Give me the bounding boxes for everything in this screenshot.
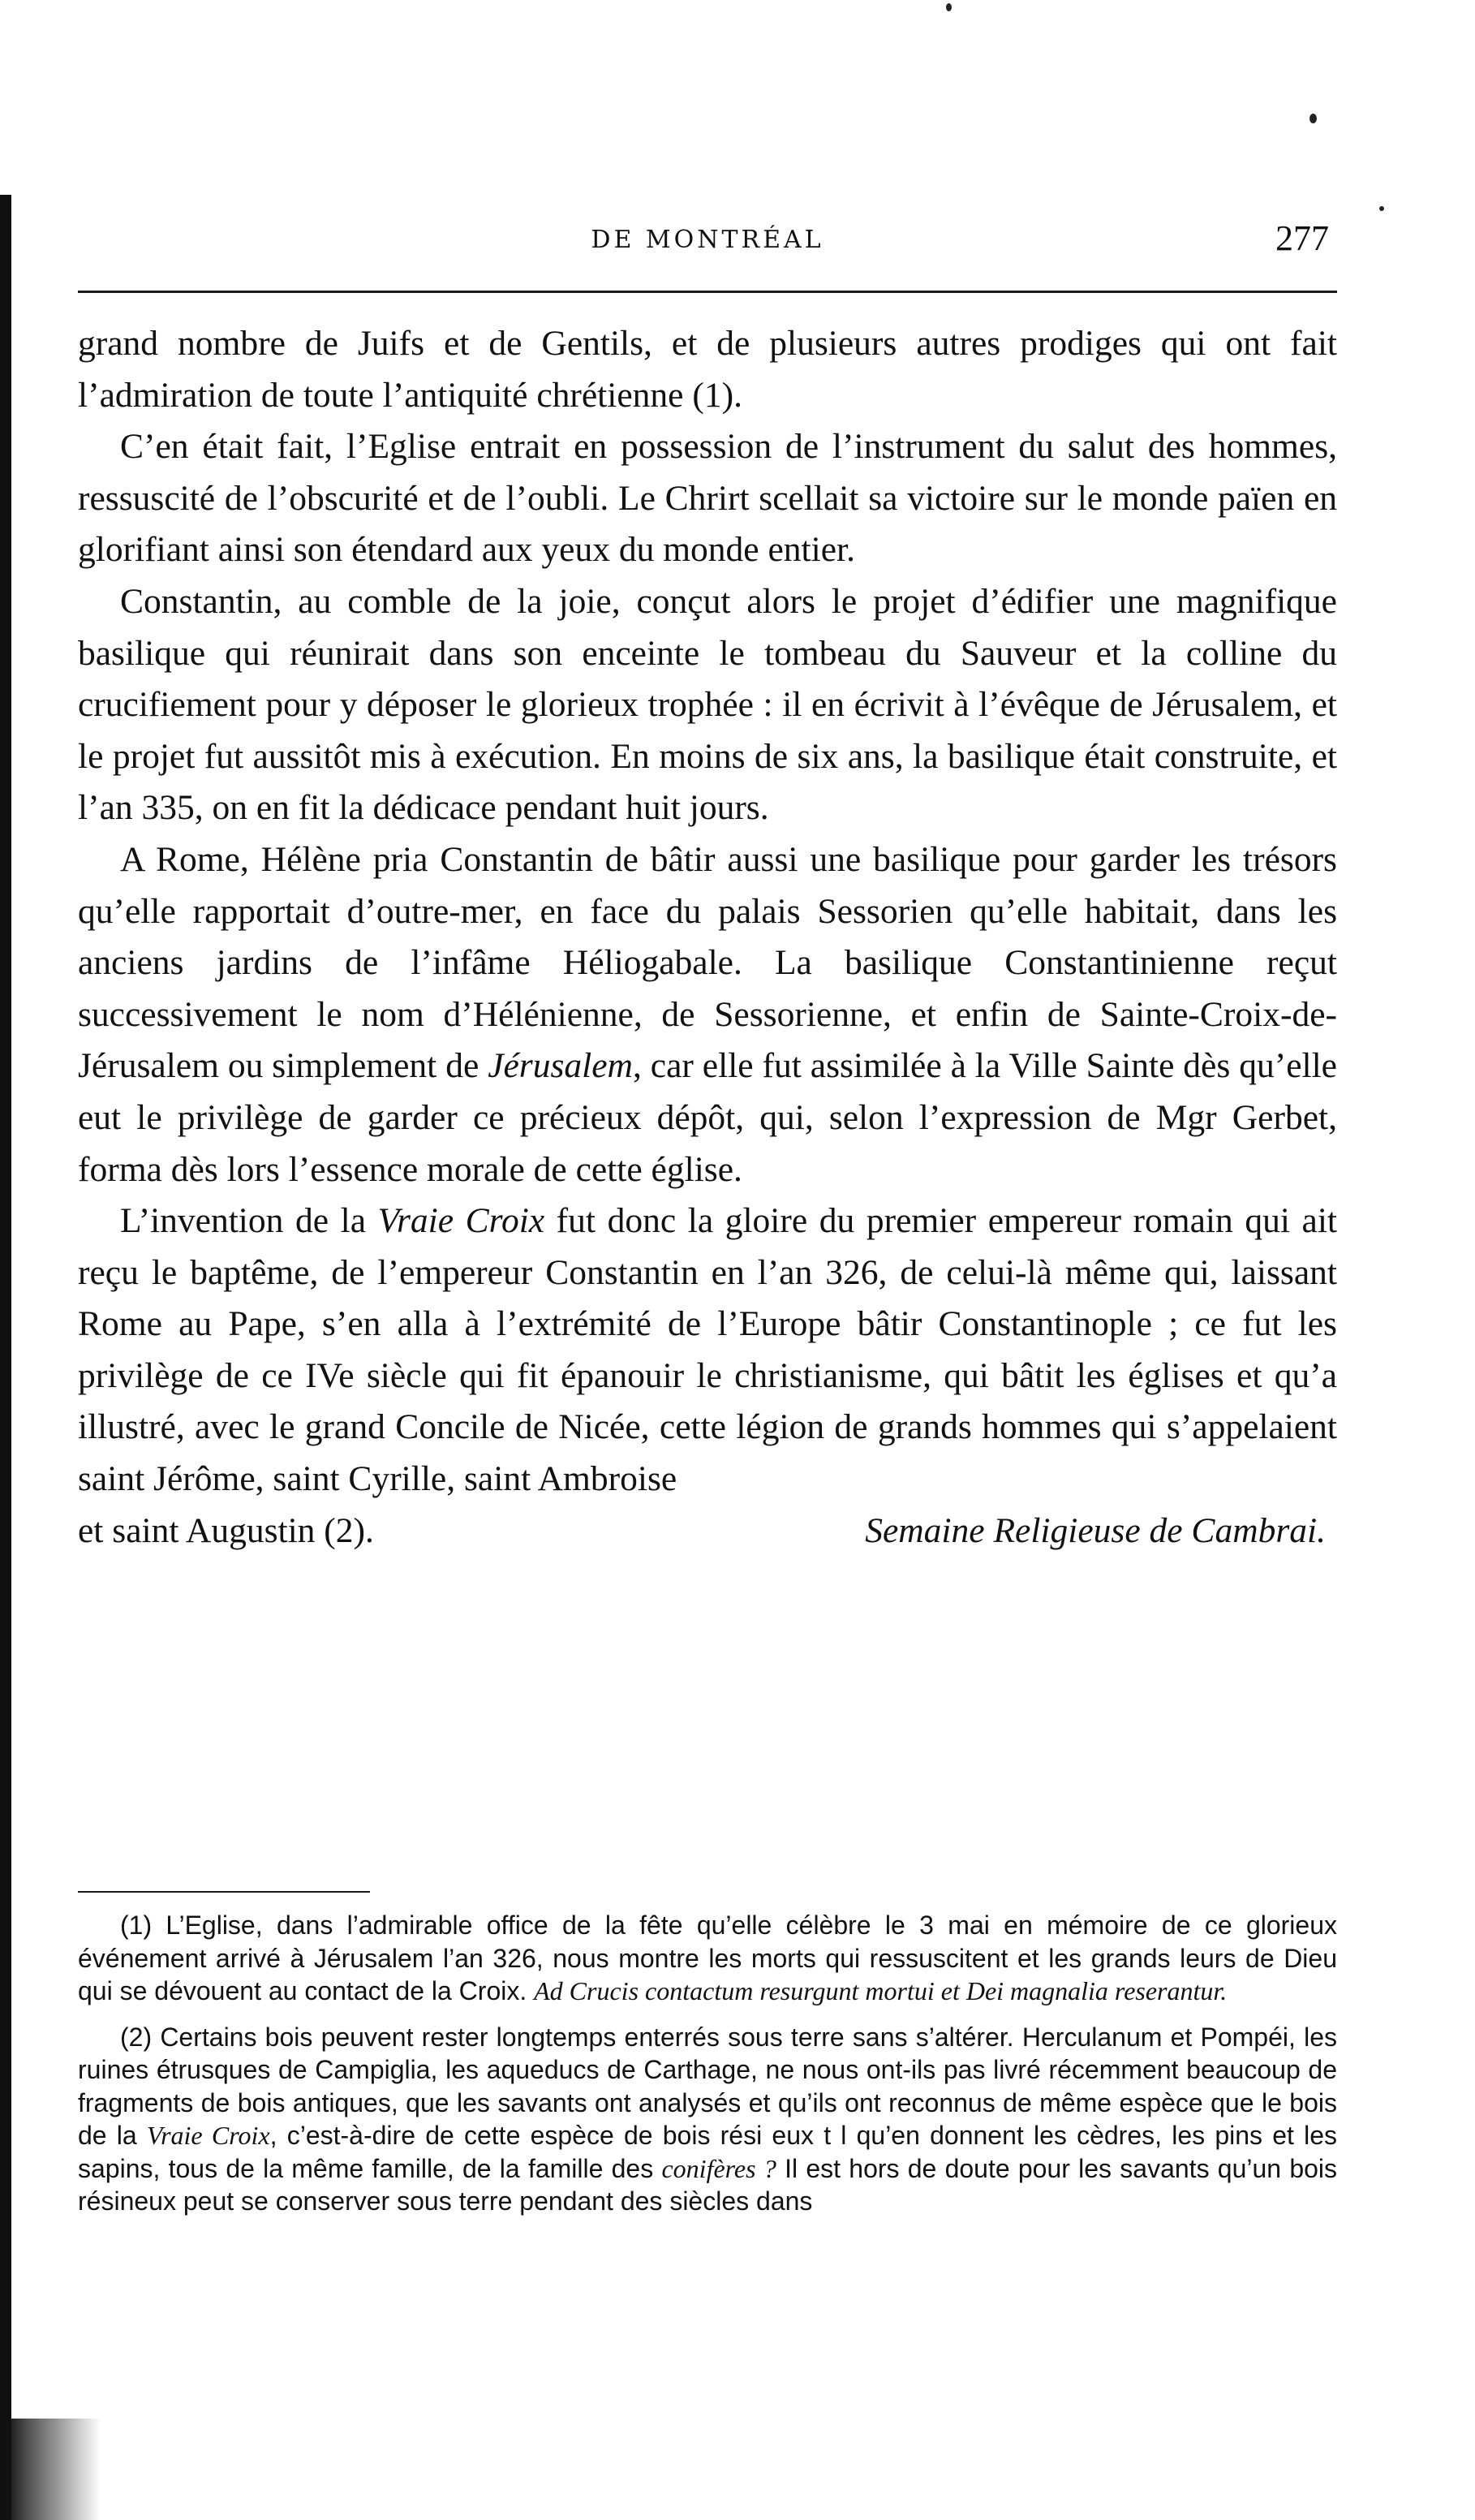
- footnote-text: (1) L’Eglise, dans l’admirable office de la fête qu’elle célèbre le 3 mai en mémoire de ce glorieux événement arrivé à Jérusalem l’an 326, nous montre les morts qui ressuscitent et les grands leurs de Dieu qui se dévouent au contact de la Croix.: [78, 1910, 1337, 2005]
- page-binding-shadow: [0, 195, 11, 2520]
- footnotes: [78, 1909, 1337, 2231]
- footnote-text: Il est hors de doute pour les savants qu’un bois résineux peut se conserver sous terre pendant des siècles dans: [78, 2153, 1338, 2216]
- paragraph-text: C’en était fait, l’Eglise entrait en possession de l’instrument du salut des hommes, ressuscité de l’obscurité et de l’oubli. Le Chrirt scellait sa victoire sur le monde païen en glorifiant ainsi son étendard aux yeux du monde entier.: [78, 427, 1337, 570]
- closing-text: et saint Augustin (2).: [78, 1510, 374, 1550]
- running-head: DE MONTRÉAL: [591, 226, 824, 254]
- footnote-text: , c’est-à-dire de cette espèce de bois rési eux t l qu’en donnent les cèdres, les pins et les sapins, tous de la même famille, de la famille des: [78, 2121, 1338, 2183]
- header-rule: [78, 291, 1337, 293]
- source-signature: Semaine Religieuse de Cambrai.: [865, 1510, 1326, 1550]
- paragraph-text: L’invention de la: [120, 1201, 378, 1241]
- paragraph: [78, 576, 1337, 834]
- ink-speck: [1379, 206, 1384, 211]
- paragraph-text: grand nombre de Juifs et de Gentils, et de plusieurs autres prodiges qui ont fait l’admiration de toute l’antiquité chrétienne (1).: [78, 324, 1337, 415]
- paragraph: [78, 1195, 1337, 1557]
- paragraph: [78, 421, 1337, 576]
- ink-speck: [1309, 114, 1317, 123]
- paragraph-text: Constantin, au comble de la joie, conçut alors le projet d’édifier une magnifique basilique qui réunirait dans son enceinte le tombeau du Sauveur et la colline du crucifiement pour y déposer le glorieux trophée : il en écrivit à l’évêque de Jérusalem, et le projet fut aussitôt mis à exécution. En moins de six ans, la basilique était construite, et l’an 335, on en fit la dédicace pendant huit jours.: [78, 581, 1337, 828]
- page-number: 277: [1275, 218, 1329, 258]
- footnote-rule: [78, 1891, 370, 1893]
- paragraph: [78, 834, 1337, 1195]
- ink-speck: [946, 3, 952, 11]
- paragraph-text: fut donc la gloire du premier empereur romain qui ait reçu le baptême, de l’empereur Constantin en l’an 326, de celui-là même qui, laissant Rome au Pape, s’en alla à l’extrémité de l’Europe bâtir Constantinople ; ce fut les privilège de ce IVe siècle qui fit épanouir le christianisme, qui bâtit les églises et qu’a illustré, avec le grand Concile de Nicée, cette légion de grands hommes qui s’appelaient saint Jérôme, saint Cyrille, saint Ambroise: [78, 1201, 1337, 1499]
- page-header: [78, 218, 1337, 266]
- closing-line: [78, 1506, 1337, 1557]
- paragraph-text: , car elle fut assimilée à la Ville Sainte dès qu’elle eut le privilège de garder ce précieux dépôt, qui, selon l’expression de Mgr Gerbet, forma dès lors l’essence morale de cette église.: [78, 1046, 1337, 1189]
- italic-term: Vraie Croix: [377, 1201, 545, 1241]
- footnote: [78, 1909, 1337, 2008]
- footnote-latin-quote: Ad Crucis contactum resurgunt mortui et Dei magnalia reserantur.: [534, 1976, 1228, 2005]
- main-text: [78, 318, 1337, 1557]
- page-corner-shadow: [11, 2419, 101, 2520]
- footnote: [78, 2021, 1337, 2218]
- paragraph: [78, 318, 1337, 421]
- italic-term: conifères ?: [661, 2153, 776, 2183]
- footnote-text: (2) Certains bois peuvent rester longtemps enterrés sous terre sans s’altérer. Herculanum et Pompéi, les ruines étrusques de Campiglia, les aqueducs de Carthage, ne nous ont-ils pas livré récemment beaucoup de fragments de bois antiques, que les savants ont analysés et qu’ils ont reconnus de même espèce que le bois de la: [78, 2022, 1337, 2150]
- italic-term: Vraie Croix: [146, 2121, 270, 2150]
- italic-term: Jérusalem: [488, 1046, 633, 1086]
- paragraph-text: A Rome, Hélène pria Constantin de bâtir aussi une basilique pour garder les trésors qu’elle rapportait d’outre-mer, en face du palais Sessorien qu’elle habitait, dans les anciens jardins de l’infâme Héliogabale. La basilique Constantinienne reçut successivement le nom d’Hélénienne, de Sessorienne, et enfin de Sainte-Croix-de-Jérusalem ou simplement de: [78, 839, 1337, 1086]
